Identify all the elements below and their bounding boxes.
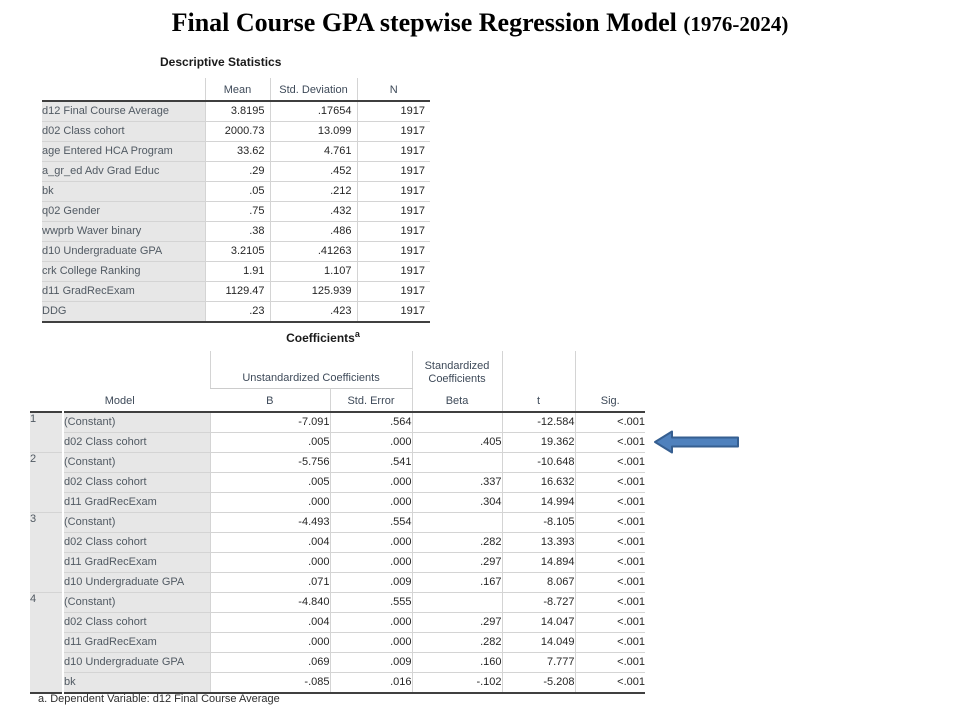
coef-sig-value: <.001	[575, 633, 645, 653]
desc-row	[42, 101, 430, 122]
coef-row-label: d02 Class cohort	[63, 433, 210, 453]
coef-row-label: d10 Undergraduate GPA	[63, 573, 210, 593]
coef-sig-value: <.001	[575, 453, 645, 473]
coef-row	[30, 573, 645, 593]
desc-mean-value: .29	[205, 162, 270, 182]
descriptive-table-header	[42, 78, 430, 101]
coef-b-value: .004	[210, 613, 330, 633]
desc-row-label: d12 Final Course Average	[42, 101, 205, 122]
coef-t-value: 14.049	[502, 633, 575, 653]
desc-std-value: 1.107	[270, 262, 357, 282]
desc-mean-value: 1129.47	[205, 282, 270, 302]
desc-row	[42, 122, 430, 142]
desc-mean-value: 3.8195	[205, 101, 270, 122]
coef-std-error-value: .555	[330, 593, 412, 613]
coef-b-value: .071	[210, 573, 330, 593]
coef-b-value: .000	[210, 493, 330, 513]
slide-title-range: (1976-2024)	[683, 12, 789, 36]
coef-header-beta: Beta	[412, 389, 502, 413]
coef-header-sig: Sig.	[575, 351, 645, 412]
coef-row-label: d02 Class cohort	[63, 533, 210, 553]
desc-row-label: d11 GradRecExam	[42, 282, 205, 302]
coefficients-table-body	[30, 412, 645, 693]
coefficients-footnote: a. Dependent Variable: d12 Final Course Average	[38, 693, 280, 705]
coef-std-error-value: .000	[330, 533, 412, 553]
coef-t-value: -8.727	[502, 593, 575, 613]
coef-b-value: -4.493	[210, 513, 330, 533]
desc-mean-value: .75	[205, 202, 270, 222]
coef-row-label: (Constant)	[63, 453, 210, 473]
desc-mean-value: 1.91	[205, 262, 270, 282]
coef-t-value: 16.632	[502, 473, 575, 493]
coef-model-number: 2	[30, 453, 63, 513]
desc-std-value: 4.761	[270, 142, 357, 162]
desc-row	[42, 222, 430, 242]
desc-std-value: .486	[270, 222, 357, 242]
desc-std-value: 13.099	[270, 122, 357, 142]
coef-t-value: 14.994	[502, 493, 575, 513]
coef-std-error-value: .000	[330, 473, 412, 493]
coef-beta-value: -.102	[412, 673, 502, 694]
desc-n-value: 1917	[357, 262, 430, 282]
desc-row-label: age Entered HCA Program	[42, 142, 205, 162]
slide-title	[0, 8, 960, 38]
coef-beta-value: .282	[412, 533, 502, 553]
desc-n-value: 1917	[357, 202, 430, 222]
desc-n-value: 1917	[357, 282, 430, 302]
left-arrow-annotation	[653, 429, 740, 455]
coef-t-value: 7.777	[502, 653, 575, 673]
desc-row	[42, 262, 430, 282]
coef-beta-value: .405	[412, 433, 502, 453]
coef-row	[30, 673, 645, 694]
coef-t-value: -8.105	[502, 513, 575, 533]
coef-row	[30, 473, 645, 493]
coef-b-value: -4.840	[210, 593, 330, 613]
coef-row-label: d11 GradRecExam	[63, 493, 210, 513]
desc-std-value: .423	[270, 302, 357, 323]
coef-sig-value: <.001	[575, 593, 645, 613]
desc-mean-value: 2000.73	[205, 122, 270, 142]
descriptive-table-body	[42, 101, 430, 322]
desc-n-value: 1917	[357, 122, 430, 142]
coef-sig-value: <.001	[575, 653, 645, 673]
coef-row-label: d11 GradRecExam	[63, 553, 210, 573]
coef-row	[30, 533, 645, 553]
desc-std-value: .41263	[270, 242, 357, 262]
coef-beta-value: .297	[412, 613, 502, 633]
desc-row	[42, 242, 430, 262]
descriptive-table-title: Descriptive Statistics	[160, 55, 282, 69]
coef-beta-value: .337	[412, 473, 502, 493]
coef-sig-value: <.001	[575, 412, 645, 433]
coef-header-model: Model	[104, 395, 135, 407]
coef-beta-value: .297	[412, 553, 502, 573]
coef-sig-value: <.001	[575, 673, 645, 694]
coef-b-value: .005	[210, 473, 330, 493]
coef-beta-value	[412, 412, 502, 433]
desc-mean-value: 33.62	[205, 142, 270, 162]
coefficients-table-title	[0, 329, 646, 345]
coef-beta-value	[412, 513, 502, 533]
coef-row-label: d02 Class cohort	[63, 613, 210, 633]
coef-row	[30, 453, 645, 473]
coef-header-std-error: Std. Error	[330, 389, 412, 413]
coef-b-value: -5.756	[210, 453, 330, 473]
coef-sig-value: <.001	[575, 573, 645, 593]
coef-t-value: 14.047	[502, 613, 575, 633]
desc-std-value: .452	[270, 162, 357, 182]
desc-std-value: .212	[270, 182, 357, 202]
coef-header-t: t	[502, 351, 575, 412]
desc-row-label: d02 Class cohort	[42, 122, 205, 142]
desc-row-label: bk	[42, 182, 205, 202]
desc-header-std-deviation: Std. Deviation	[270, 78, 357, 101]
desc-row-label: crk College Ranking	[42, 262, 205, 282]
desc-std-value: .17654	[270, 101, 357, 122]
desc-std-value: 125.939	[270, 282, 357, 302]
coef-t-value: -5.208	[502, 673, 575, 694]
coef-std-error-value: .009	[330, 573, 412, 593]
coef-row-label: (Constant)	[63, 593, 210, 613]
desc-n-value: 1917	[357, 222, 430, 242]
desc-mean-value: .23	[205, 302, 270, 323]
desc-header-n: N	[357, 78, 430, 101]
desc-row	[42, 162, 430, 182]
coef-sig-value: <.001	[575, 613, 645, 633]
coef-std-error-value: .541	[330, 453, 412, 473]
coef-b-value: .069	[210, 653, 330, 673]
coef-t-value: -10.648	[502, 453, 575, 473]
coef-std-error-value: .000	[330, 613, 412, 633]
coef-model-number: 3	[30, 513, 63, 593]
coef-b-value: -7.091	[210, 412, 330, 433]
desc-header-mean: Mean	[205, 78, 270, 101]
coef-sig-value: <.001	[575, 433, 645, 453]
coef-t-value: -12.584	[502, 412, 575, 433]
slide-title-main: Final Course GPA stepwise Regression Model	[171, 8, 677, 37]
coef-std-error-value: .000	[330, 553, 412, 573]
coef-sig-value: <.001	[575, 553, 645, 573]
desc-n-value: 1917	[357, 302, 430, 323]
coefficients-title-text: Coefficients	[286, 331, 355, 345]
desc-mean-value: .05	[205, 182, 270, 202]
coef-row	[30, 553, 645, 573]
desc-mean-value: 3.2105	[205, 242, 270, 262]
coef-b-value: .005	[210, 433, 330, 453]
desc-n-value: 1917	[357, 142, 430, 162]
coef-sig-value: <.001	[575, 533, 645, 553]
coef-std-error-value: .000	[330, 433, 412, 453]
coef-b-value: .000	[210, 553, 330, 573]
coef-header-b: B	[266, 395, 274, 407]
desc-row	[42, 142, 430, 162]
coef-b-value: -.085	[210, 673, 330, 694]
coef-b-value: .004	[210, 533, 330, 553]
coef-std-error-value: .554	[330, 513, 412, 533]
coef-model-number: 1	[30, 412, 63, 453]
desc-n-value: 1917	[357, 162, 430, 182]
coef-row	[30, 412, 645, 433]
coef-header-unstandardized: Unstandardized Coefficients	[210, 351, 412, 389]
descriptive-statistics-table	[42, 78, 430, 323]
desc-std-value: .432	[270, 202, 357, 222]
desc-n-value: 1917	[357, 182, 430, 202]
coef-sig-value: <.001	[575, 493, 645, 513]
coef-header-standardized: Standardized Coefficients	[412, 351, 502, 389]
coef-row	[30, 653, 645, 673]
desc-row	[42, 202, 430, 222]
coef-beta-value: .304	[412, 493, 502, 513]
desc-mean-value: .38	[205, 222, 270, 242]
coef-t-value: 14.894	[502, 553, 575, 573]
coef-row	[30, 593, 645, 613]
coef-sig-value: <.001	[575, 473, 645, 493]
desc-row	[42, 282, 430, 302]
coef-std-error-value: .564	[330, 412, 412, 433]
desc-header-empty	[42, 78, 205, 101]
coef-row	[30, 613, 645, 633]
coef-sig-value: <.001	[575, 513, 645, 533]
coef-row-label: (Constant)	[63, 513, 210, 533]
desc-n-value: 1917	[357, 242, 430, 262]
coef-beta-value: .282	[412, 633, 502, 653]
coefficients-table-header	[30, 351, 645, 412]
coef-t-value: 19.362	[502, 433, 575, 453]
coef-row	[30, 513, 645, 533]
coef-row	[30, 633, 645, 653]
desc-row-label: d10 Undergraduate GPA	[42, 242, 205, 262]
coef-std-error-value: .000	[330, 633, 412, 653]
desc-row-label: wwprb Waver binary	[42, 222, 205, 242]
desc-row	[42, 302, 430, 323]
coefficients-title-superscript: a	[354, 329, 360, 339]
coef-beta-value	[412, 453, 502, 473]
coef-t-value: 13.393	[502, 533, 575, 553]
coef-beta-value: .167	[412, 573, 502, 593]
coef-row-label: d02 Class cohort	[63, 473, 210, 493]
coef-std-error-value: .009	[330, 653, 412, 673]
coef-row	[30, 433, 645, 453]
coef-row-label: (Constant)	[63, 412, 210, 433]
coef-row-label: d10 Undergraduate GPA	[63, 653, 210, 673]
coef-beta-value: .160	[412, 653, 502, 673]
coef-t-value: 8.067	[502, 573, 575, 593]
coef-row-label: bk	[63, 673, 210, 694]
coef-std-error-value: .000	[330, 493, 412, 513]
coef-row	[30, 493, 645, 513]
coefficients-table	[30, 351, 645, 694]
coef-std-error-value: .016	[330, 673, 412, 694]
desc-row-label: a_gr_ed Adv Grad Educ	[42, 162, 205, 182]
coef-row-label: d11 GradRecExam	[63, 633, 210, 653]
desc-row-label: DDG	[42, 302, 205, 323]
desc-n-value: 1917	[357, 101, 430, 122]
desc-row	[42, 182, 430, 202]
coef-b-value: .000	[210, 633, 330, 653]
coef-model-number: 4	[30, 593, 63, 694]
desc-row-label: q02 Gender	[42, 202, 205, 222]
coef-beta-value	[412, 593, 502, 613]
